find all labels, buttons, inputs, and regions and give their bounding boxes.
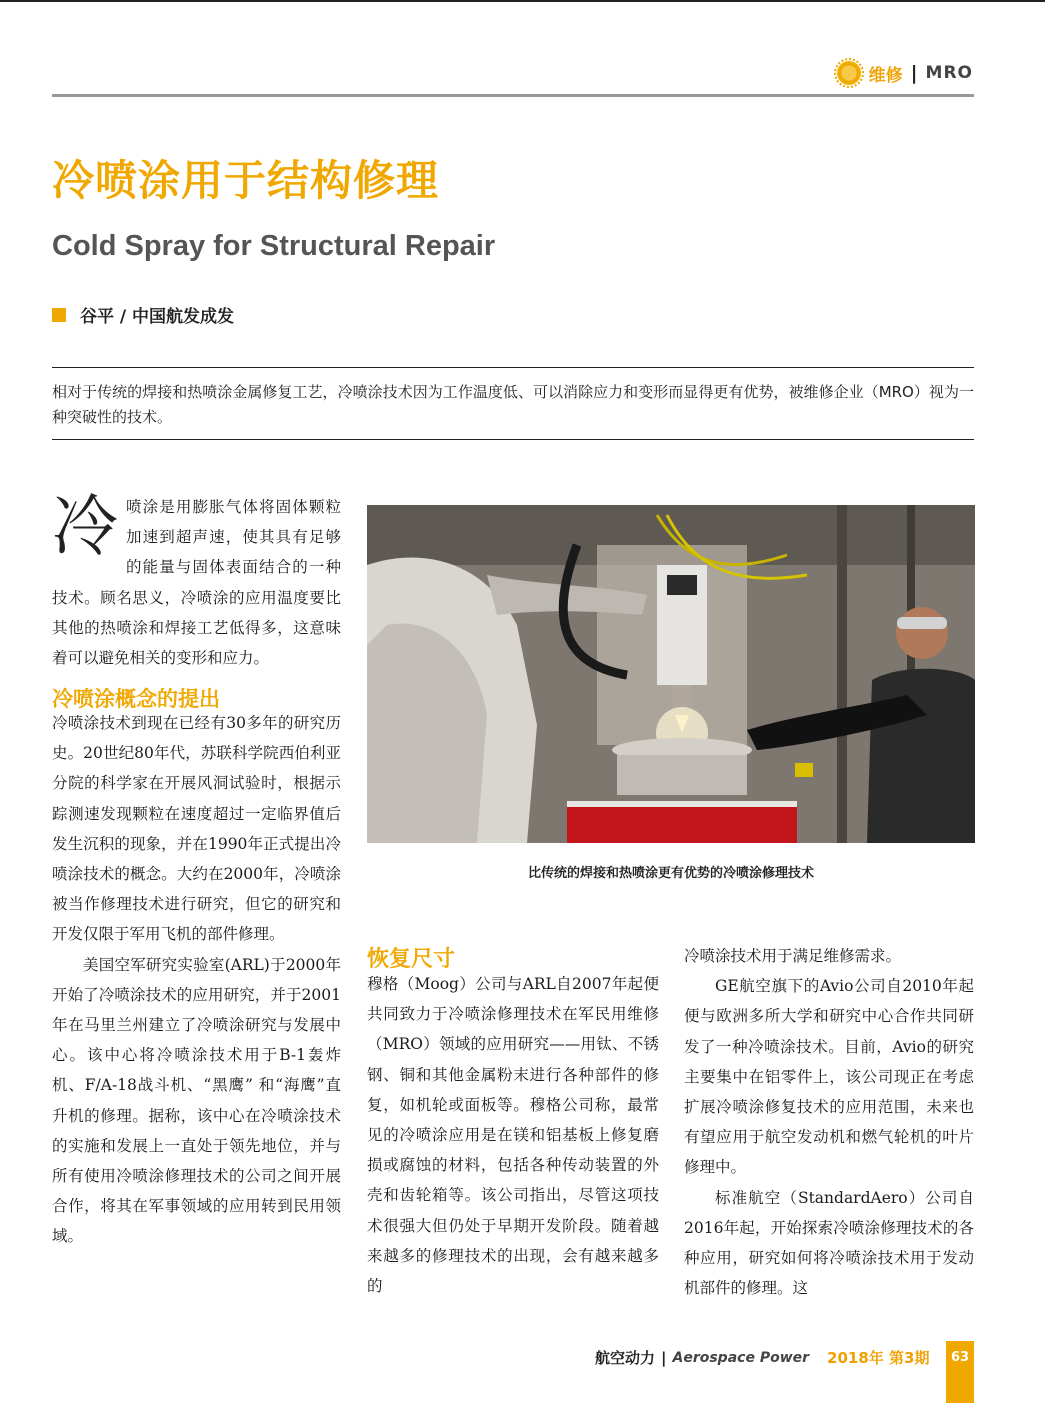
drop-cap: 冷 xyxy=(52,488,118,565)
paragraph: 冷喷涂技术用于满足维修需求。 xyxy=(684,947,902,965)
paragraph: 美国空军研究实验室(ARL)于2000年开始了冷喷涂技术的应用研究，并于2001年在马里兰州建立了冷喷涂研究与发展中心。该中心将冷喷涂技术用于B-1轰炸机、F/A-18战斗机、“黑鹰” 和“海鹰”直升机的修理。据称，该中心在冷喷涂技术的实施和发展上一直处于领先地位，并与所有使用冷喷涂修理技术的公司之间开展合作，将其在军事领域的应用转到民用领域。 xyxy=(52,955,341,1246)
journal-name-cn: 航空动力 xyxy=(595,1349,656,1367)
abstract-bottom-rule xyxy=(52,439,974,440)
column-3-body xyxy=(684,941,974,1303)
column-1-body xyxy=(52,708,341,1252)
author-name: 谷平 / 中国航发成发 xyxy=(80,307,235,327)
paragraph: 穆格（Moog）公司与ARL自2007年起便共同致力于冷喷涂修理技术在军民用维修（MRO）领域的应用研究——用钛、不锈钢、铜和其他金属粉末进行各种部件的修复，如机轮或面板等。穆格公司称，最常见的冷喷涂应用是在镁和铝基板上修复磨损或腐蚀的材料，包括各种传动装置的外壳和齿轮箱等。该公司指出，尽管这项技术很强大但仍处于早期开发阶段。随着越来越多的修理技术的出现，会有越来越多的 xyxy=(367,975,659,1296)
section-label-en: MRO xyxy=(925,63,973,83)
paragraph: 冷喷涂技术到现在已经有30多年的研究历史。20世纪80年代，苏联科学院西伯利亚分院的科学家在开展风洞试验时，根据示踪测速发现颗粒在速度超过一定临界值后发生沉积的现象，并在1990年正式提出冷喷涂技术的概念。大约在2000年，冷喷涂被当作修理技术进行研究，但它的研究和开发仅限于军用飞机的部件修理。 xyxy=(52,714,341,944)
cold-spray-photo xyxy=(367,505,975,843)
author-line xyxy=(52,302,234,327)
intro-text: 喷涂是用膨胀气体将固体颗粒加速到超声速，使其具有足够的能量与固体表面结合的一种技术。顾名思义，冷喷涂的应用温度要比其他的热喷涂和焊接工艺低得多，这意味着可以避免相关的变形和应力。 xyxy=(52,498,341,668)
section-heading-restore: 恢复尺寸 xyxy=(367,947,456,972)
column-1-intro xyxy=(52,488,341,673)
page-footer xyxy=(595,1347,929,1368)
author-bullet-icon xyxy=(52,308,66,322)
column-2-body xyxy=(367,969,659,1301)
abstract: 相对于传统的焊接和热喷涂金属修复工艺，冷喷涂技术因为工作温度低、可以消除应力和变形而显得更有优势，被维修企业（MRO）视为一种突破性的技术。 xyxy=(52,383,974,426)
paragraph: GE航空旗下的Avio公司自2010年起便与欧洲多所大学和研究中心合作共同研发了一种冷喷涂技术。目前，Avio的研究主要集中在铝零件上，该公司现正在考虑扩展冷喷涂修复技术的应用范围，未来也有望应用于航空发动机和燃气轮机的叶片修理中。 xyxy=(684,977,974,1177)
section-heading-concept: 冷喷涂概念的提出 xyxy=(52,687,220,711)
section-tag xyxy=(837,60,973,86)
journal-name-en: Aerospace Power xyxy=(672,1349,810,1366)
footer-separator: | xyxy=(661,1348,667,1367)
paragraph: 标准航空（StandardAero）公司自2016年起，开始探索冷喷涂修理技术的各种应用，研究如何将冷喷涂技术用于发动机部件的修理。这 xyxy=(684,1188,974,1298)
header-rule xyxy=(52,94,974,97)
article-title-cn: 冷喷涂用于结构修理 xyxy=(52,156,440,205)
issue-label: 2018年 第3期 xyxy=(827,1349,930,1367)
section-label-cn: 维修 xyxy=(868,65,903,86)
abstract-top-rule xyxy=(52,367,974,368)
section-separator: | xyxy=(910,62,918,84)
sun-emblem-icon xyxy=(837,61,861,85)
figure-caption: 比传统的焊接和热喷涂更有优势的冷喷涂修理技术 xyxy=(527,866,814,881)
page-number: 63 xyxy=(950,1350,970,1365)
article-title-en: Cold Spray for Structural Repair xyxy=(52,230,496,262)
top-border-rule xyxy=(0,0,1045,2)
